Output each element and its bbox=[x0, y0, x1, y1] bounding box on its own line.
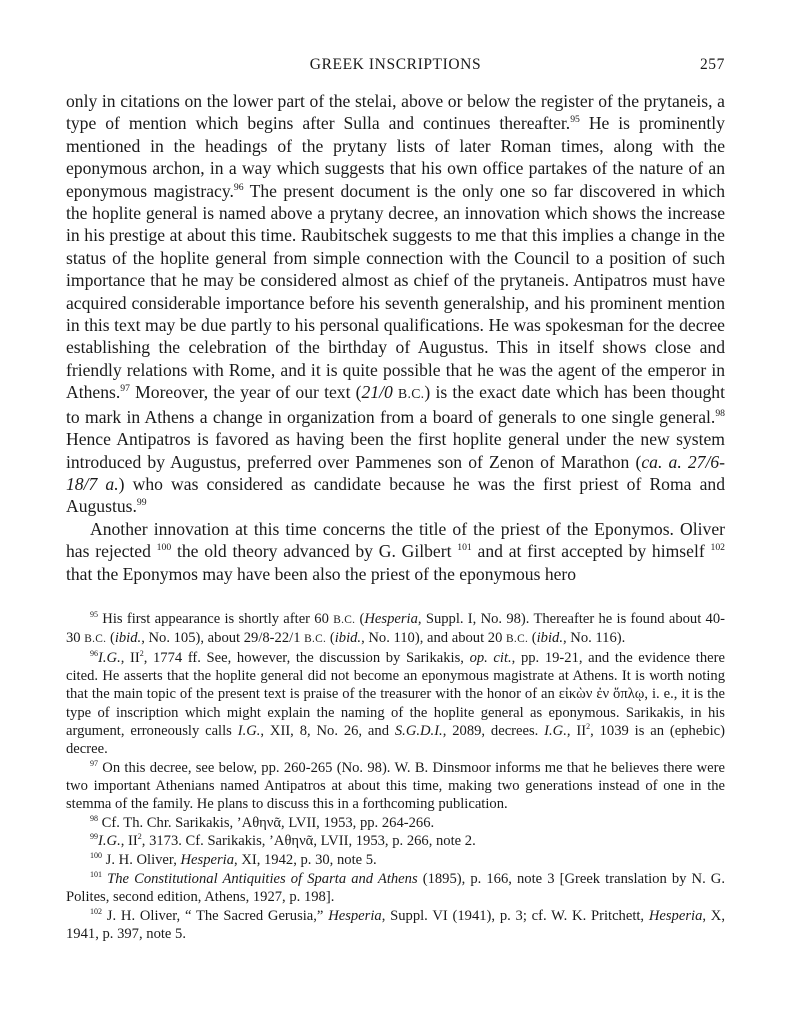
ibid: ibid. bbox=[536, 630, 563, 647]
note-text: , No. 110), and about 20 bbox=[361, 630, 507, 647]
ig-abbrev: I.G. bbox=[98, 833, 121, 850]
running-title: GREEK INSCRIPTIONS bbox=[309, 56, 482, 73]
footnote-number: 99 bbox=[90, 832, 99, 842]
date-text: ca. a. 27/6-18/7 a. bbox=[66, 451, 726, 494]
footnote-ref-99[interactable]: 99 bbox=[136, 497, 147, 509]
note-text: His first appearance is shortly after 60 bbox=[98, 611, 334, 627]
journal-title: Hesperia bbox=[328, 907, 382, 924]
year-text: 21/0 bbox=[361, 382, 393, 403]
text-run: the old theory advanced by G. Gilbert bbox=[171, 541, 458, 562]
note-text: ( bbox=[326, 630, 335, 647]
footnote-number: 97 bbox=[90, 758, 99, 768]
journal-title: Hesperia bbox=[364, 611, 418, 627]
footnote-ref-96[interactable]: 96 bbox=[233, 181, 244, 193]
note-text: , Suppl. VI (1941), p. 3; cf. W. K. Pritchett, bbox=[381, 907, 649, 924]
note-text: , No. 116). bbox=[562, 630, 626, 647]
note-text: , II bbox=[120, 649, 140, 666]
book-title: The Constitutional Antiquities of Sparta and Athens bbox=[107, 870, 418, 887]
footnote-ref-100[interactable]: 100 bbox=[156, 542, 172, 554]
greek-phrase: εἰκὼν ἐν ὅπλῳ bbox=[558, 686, 645, 703]
note-text: , Suppl. I, No. 98). Thereafter he is found about 40-30 bbox=[66, 611, 725, 647]
note-text: , XI, 1942, p. 30, note 5. bbox=[234, 852, 377, 869]
text-run: Hence Antipatros is favored as having been the first hoplite general under the new system introduced by Augustus, preferred over Pammenes son of Zenon of Marathon ( bbox=[66, 429, 725, 472]
note-text: Cf. Th. Chr. Sarikakis, ’Αθηνᾶ, LVII, 1953, pp. 264-266. bbox=[98, 814, 435, 831]
footnote-96 bbox=[66, 649, 725, 758]
bc-abbrev: B.C. bbox=[506, 633, 529, 646]
footnote-101 bbox=[66, 870, 725, 906]
op-cit: op. cit. bbox=[469, 649, 512, 666]
footnote-number: 100 bbox=[90, 851, 103, 861]
note-text: ( bbox=[528, 630, 537, 647]
note-text: , 3173. Cf. Sarikakis, ’Αθηνᾶ, LVII, 1953, p. 266, note 2. bbox=[141, 833, 476, 850]
text-run: The present document is the only one so far discovered in which the hoplite general is named above a prytany decree, an innovation which shows the increase in his prestige at about this time. Raubitschek suggests to me that this implies a change in the status of the hoplite general from simple connection with the Council to a position of such importance that he may be considered almost as chief of the prytaneis. Antipatros must have acquired considerable importance before his seventh generalship, and his prominent mention in this text may be due partly to his personal qualifications. He was spokesman for the decree establishing the celebration of the birthday of Augustus. This in itself shows close and friendly relations with Rome, and it is quite possible that he was the agent of the emperor in Athens. bbox=[66, 180, 725, 403]
note-text: , 1774 ff. See, however, the discussion by Sarikakis, bbox=[143, 649, 470, 666]
note-text: J. H. Oliver, bbox=[102, 852, 181, 869]
text-run: Another innovation at this time concerns the title of the priest of the Eponymos. Oliver has rejected bbox=[66, 518, 725, 562]
note-text: On this decree, see below, pp. 260-265 (No. 98). W. B. Dinsmoor informs me that he believes there were two important Athenians named Antipatros at about this time, making two generations instead of one in the stemma of the family. He plans to discuss this in a forthcoming publication. bbox=[66, 759, 725, 813]
note-text: , XII, 8, No. 26, and bbox=[260, 722, 395, 739]
text-run: He is prominently mentioned in the headings of the prytany lists of later Roman times, along with the eponymous archon, in a way which suggests that his own office partakes of the nature of an eponymous magistracy. bbox=[66, 113, 725, 201]
footnote-number: 98 bbox=[90, 813, 99, 823]
footnote-ref-101[interactable]: 101 bbox=[457, 542, 472, 554]
ibid: ibid. bbox=[334, 630, 362, 647]
text-run: ) who was considered as candidate because he was the first priest of Roma and Augustus. bbox=[66, 473, 726, 517]
page-number: 257 bbox=[699, 56, 725, 73]
note-text: , II bbox=[566, 722, 587, 739]
ibid: ibid. bbox=[114, 630, 142, 647]
note-text: , i. e., it is the type of inscription which might explain the naming of the hoplite general as eponymous. Sarikakis, in his argument, erroneously calls bbox=[66, 686, 725, 739]
bc-abbrev: B.C. bbox=[304, 633, 327, 646]
footnote-97 bbox=[66, 759, 725, 814]
sgdi-abbrev: S.G.D.I. bbox=[394, 722, 443, 739]
note-text: , 1039 is an (ephebic) decree. bbox=[66, 722, 725, 757]
footnote-98 bbox=[66, 814, 725, 832]
text-run: Moreover, the year of our text ( bbox=[129, 382, 362, 403]
bc-abbrev: B.C. bbox=[398, 386, 425, 402]
note-text: , 2089, decrees. bbox=[442, 722, 545, 739]
note-text: , X, 1941, p. 397, note 5. bbox=[66, 907, 725, 942]
superscript: 2 bbox=[586, 721, 591, 731]
footnote-number: 101 bbox=[90, 869, 103, 879]
note-text: ( bbox=[106, 630, 115, 647]
footnote-100 bbox=[66, 851, 725, 869]
paragraph-1 bbox=[66, 90, 725, 518]
note-text: J. H. Oliver, “ The Sacred Gerusia,” bbox=[102, 907, 329, 924]
bc-abbrev: B.C. bbox=[333, 614, 356, 626]
note-text: , No. 105), about 29/8-22/1 bbox=[141, 630, 305, 647]
footnote-99 bbox=[66, 832, 725, 850]
footnote-ref-97[interactable]: 97 bbox=[120, 383, 130, 395]
note-text: ( bbox=[355, 611, 365, 627]
footnote-number: 95 bbox=[90, 610, 99, 620]
running-header bbox=[66, 56, 725, 78]
text-run: only in citations on the lower part of the stelai, above or below the register of the prytaneis, a type of mention which begins after Sulla and continues thereafter. bbox=[66, 91, 725, 134]
footnotes bbox=[66, 610, 725, 944]
footnote-95 bbox=[66, 610, 725, 648]
text-run: that the Eponymos may have been also the priest of the eponymous hero bbox=[66, 563, 577, 584]
footnote-ref-95[interactable]: 95 bbox=[570, 114, 580, 126]
paragraph-2 bbox=[66, 518, 725, 585]
main-text bbox=[66, 90, 725, 585]
note-text: , pp. 19-21, and the evidence there cited. He asserts that the hoplite general did not become an eponymous magistrate at Athens. It is worth noting that the main topic of the present text is praise of the treasurer with the honor of an bbox=[66, 649, 725, 703]
journal-title: Hesperia bbox=[648, 907, 703, 924]
note-text: (1895), p. 166, note 3 [Greek translation by N. G. Polites, second edition, Athens, 1927, p. 198]. bbox=[66, 870, 725, 906]
note-text: , II bbox=[120, 833, 138, 850]
text-run: ) is the exact date which has been thought to mark in Athens a change in organization from a board of generals to one single general. bbox=[66, 382, 725, 427]
text-run: and at first accepted by himself bbox=[471, 541, 711, 562]
bc-abbrev: B.C. bbox=[84, 633, 107, 646]
ig-abbrev: I.G. bbox=[98, 649, 121, 666]
footnote-ref-98[interactable]: 98 bbox=[715, 407, 725, 419]
footnote-number: 96 bbox=[90, 649, 99, 659]
superscript: 2 bbox=[139, 649, 144, 659]
footnote-ref-102[interactable]: 102 bbox=[710, 542, 725, 554]
journal-title: Hesperia bbox=[180, 852, 235, 869]
superscript: 2 bbox=[137, 832, 142, 842]
footnote-number: 102 bbox=[90, 906, 103, 916]
footnote-102 bbox=[66, 907, 725, 943]
ig-abbrev: I.G. bbox=[544, 722, 567, 739]
ig-abbrev: I.G. bbox=[237, 722, 261, 739]
